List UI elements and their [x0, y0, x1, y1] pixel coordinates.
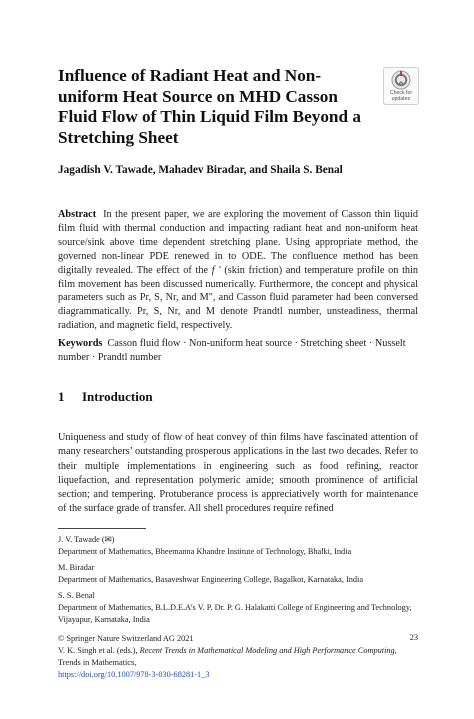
footnote-divider: [58, 528, 146, 529]
keywords-text: Casson fluid flow · Non-uniform heat source · Stretching sheet · Nusselt number · Prandtl number: [58, 338, 406, 363]
abstract-text-part1: In the present paper, we are exploring the movement of Casson thin liquid film fluid with thermal conduction and impacting radiant heat and non-uniform heat source/sink above time dependent stretching plane. Using appropriate method, the governed non-linear PDE renewed in to ODE. The confluence method has been digitally revealed. The effect of the: [58, 209, 418, 276]
section-heading: [58, 389, 153, 405]
publication-footer: [58, 633, 418, 681]
copyright-line: © Springer Nature Switzerland AG 2021: [58, 634, 194, 643]
author-list: Jagadish V. Tawade, Mahadev Biradar, and Shaila S. Benal: [58, 164, 343, 176]
badge-line2: updates: [391, 96, 411, 102]
affiliation-3: [58, 590, 418, 626]
abstract-label: Abstract: [58, 209, 97, 220]
check-for-updates-badge[interactable]: [383, 67, 419, 105]
affiliation-1: [58, 534, 418, 558]
check-for-updates-icon: [391, 70, 411, 90]
affiliation-2-name: M. Biradar: [58, 563, 95, 572]
paper-title: Influence of Radiant Heat and Non-uniform Heat Source on MHD Casson Fluid Flow of Thin Liquid Film Beyond a Stretching Sheet: [58, 66, 361, 147]
doi-link[interactable]: https://doi.org/10.1007/978-3-030-68281-1_3: [58, 670, 210, 679]
book-prefix: V. K. Singh et al. (eds.),: [58, 646, 140, 655]
affiliation-3-dept: Department of Mathematics, B.L.D.E.A’s V. P. Dr. P. G. Halakatti College of Engineering and Technology, Vijayapur, Karnataka, India: [58, 603, 412, 624]
abstract: [58, 208, 418, 333]
keywords-label: Keywords: [58, 338, 103, 349]
page-number: 23: [409, 633, 418, 642]
abstract-text-part2: (skin friction) and temperature profile on thin film movement has been discussed numerically. Furthermore, the concept and physical parameters such as Pr, S, Nr, and M", and Casson fluid parameter had been conversed diagrammatically. Pr, S, Nr, and M denote Prandtl number, unsteadiness, thermal radiation, and magnetic field, respectively.: [58, 264, 419, 332]
affiliation-2: [58, 562, 418, 586]
badge-line1: Check for: [389, 90, 413, 96]
affiliation-1-dept: Department of Mathematics, Bheemanna Khandre Institute of Technology, Bhalki, India: [58, 547, 352, 556]
affiliation-1-name[interactable]: J. V. Tawade (✉): [58, 535, 115, 544]
affiliation-2-dept: Department of Mathematics, Basaveshwar Engineering College, Bagalkot, Karnataka, India: [58, 575, 364, 584]
skin-friction-symbol: f ′: [211, 264, 221, 276]
book-suffix: , Trends in Mathematics,: [58, 646, 397, 667]
keywords: [58, 337, 418, 365]
book-title: Recent Trends in Mathematical Modeling and High Performance Computing: [139, 646, 395, 655]
section-title: Introduction: [82, 389, 153, 404]
intro-paragraph: Uniqueness and study of flow of heat convey of thin films have fascinated attention of many researchers’ outstanding prosperous applications in the last two decades. Refer to their multiple implementations in engineering such as food refining, reactor liquefaction, and representation polymeric amide; smooth prominence of artificial section; and tempering. Protuberance process is appreciatively worth for maintenance of the surface grade of transfer. All shell procedures require refined: [58, 432, 418, 515]
affiliation-3-name: S. S. Benal: [58, 591, 95, 600]
section-number: 1: [58, 389, 65, 404]
